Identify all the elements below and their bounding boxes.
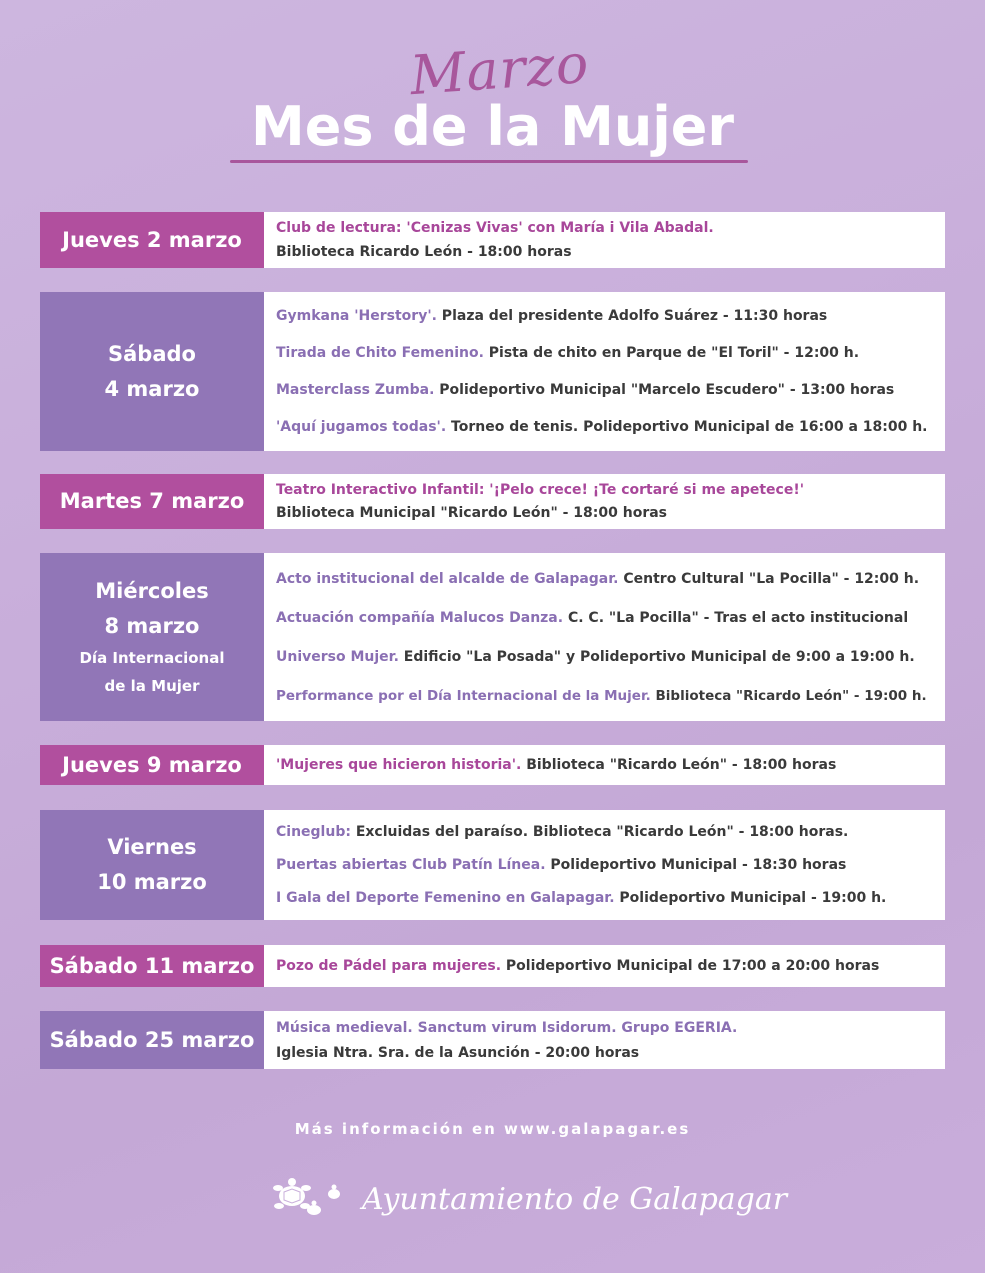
schedule-row xyxy=(40,553,945,721)
event-detail: Polideportivo Municipal "Marcelo Escudero" - 13:00 horas xyxy=(434,381,895,398)
script-title: Marzo xyxy=(408,31,592,108)
event-item xyxy=(276,308,933,324)
day-text: 4 marzo xyxy=(104,376,200,401)
event-item xyxy=(276,571,933,587)
day-label xyxy=(40,810,264,920)
title-underline xyxy=(230,160,748,163)
schedule-row xyxy=(40,212,945,268)
schedule-row xyxy=(40,474,945,529)
day-text: Martes 7 marzo xyxy=(59,489,245,513)
schedule-row xyxy=(40,1011,945,1069)
day-text: Sábado 11 marzo xyxy=(49,953,255,978)
events-list xyxy=(264,745,945,785)
day-label xyxy=(40,745,264,785)
day-text: 10 marzo xyxy=(97,870,207,894)
turtle-icon xyxy=(262,1176,354,1222)
event-item xyxy=(276,757,933,773)
event-item xyxy=(276,890,933,906)
event-item xyxy=(276,857,933,873)
event-title: Club de lectura: 'Cenizas Vivas' con María i Vila Abadal. xyxy=(276,220,714,236)
event-item xyxy=(276,482,933,498)
event-item xyxy=(276,610,933,626)
event-detail: Plaza del presidente Adolfo Suárez - 11:30 horas xyxy=(436,308,828,325)
day-text: Miércoles xyxy=(95,579,209,603)
event-title: Performance por el Día Internacional de la Mujer. xyxy=(276,687,651,704)
event-detail: Biblioteca Municipal "Ricardo León" - 18:00 horas xyxy=(276,505,668,522)
events-list xyxy=(264,474,945,529)
schedule-row xyxy=(40,745,945,785)
event-detail: Edificio "La Posada" y Polideportivo Municipal de 9:00 a 19:00 h. xyxy=(398,648,915,665)
event-detail: Biblioteca "Ricardo León" - 19:00 h. xyxy=(650,687,927,704)
day-subtitle: Día Internacional xyxy=(79,649,225,667)
event-item xyxy=(276,1045,933,1061)
day-label xyxy=(40,1011,264,1069)
events-list xyxy=(264,810,945,920)
event-title: Puertas abiertas Club Patín Línea. xyxy=(276,856,546,873)
event-title: Acto institucional del alcalde de Galapagar. xyxy=(276,570,619,587)
event-title: Masterclass Zumba. xyxy=(276,381,435,398)
events-list xyxy=(264,1011,945,1069)
events-list xyxy=(264,292,945,451)
day-text: Viernes xyxy=(107,835,197,859)
event-detail: C. C. "La Pocilla" - Tras el acto institucional xyxy=(563,609,909,626)
event-detail: Centro Cultural "La Pocilla" - 12:00 h. xyxy=(618,570,920,587)
event-item xyxy=(276,649,933,665)
schedule-row xyxy=(40,810,945,920)
event-detail: Excluidas del paraíso. Biblioteca "Ricardo León" - 18:00 horas. xyxy=(350,824,849,841)
day-text: Jueves 9 marzo xyxy=(62,752,242,777)
event-title: Gymkana 'Herstory'. xyxy=(276,308,437,325)
event-item xyxy=(276,688,933,704)
event-title: Teatro Interactivo Infantil: '¡Pelo crece! ¡Te cortaré si me apetece!' xyxy=(276,481,805,498)
day-text: 8 marzo xyxy=(104,614,200,638)
event-item xyxy=(276,1020,933,1036)
event-detail: Torneo de tenis. Polideportivo Municipal de 16:00 a 18:00 h. xyxy=(446,418,928,435)
event-item xyxy=(276,824,933,840)
day-text: Sábado 25 marzo xyxy=(49,1027,255,1052)
day-label xyxy=(40,553,264,721)
events-list xyxy=(264,553,945,721)
event-title: 'Aquí jugamos todas'. xyxy=(276,418,447,435)
day-text: Jueves 2 marzo xyxy=(62,227,242,252)
day-subtitle: de la Mujer xyxy=(104,677,200,695)
events-list xyxy=(264,212,945,268)
council-name: Ayuntamiento de Galapagar xyxy=(362,1181,788,1217)
day-label xyxy=(40,292,264,451)
header xyxy=(0,0,985,200)
event-detail: Polideportivo Municipal de 17:00 a 20:00 horas xyxy=(501,958,880,974)
day-text: Sábado xyxy=(108,341,196,366)
event-item xyxy=(276,958,933,974)
event-title: Actuación compañía Malucos Danza. xyxy=(276,609,564,626)
event-item xyxy=(276,382,933,398)
schedule-row xyxy=(40,292,945,451)
event-title: Música medieval. Sanctum virum Isidorum. Grupo EGERIA. xyxy=(276,1019,738,1036)
page-title: Mes de la Mujer xyxy=(250,95,735,158)
event-detail: Pista de chito en Parque de "El Toril" - 12:00 h. xyxy=(483,345,860,362)
event-item xyxy=(276,419,933,435)
event-item xyxy=(276,220,933,236)
event-detail: Biblioteca "Ricardo León" - 18:00 horas xyxy=(521,757,837,773)
day-label xyxy=(40,212,264,268)
event-title: Tirada de Chito Femenino. xyxy=(276,345,484,362)
event-detail: Polideportivo Municipal - 18:30 horas xyxy=(545,856,847,873)
event-detail: Biblioteca Ricardo León - 18:00 horas xyxy=(276,244,572,260)
more-info-link[interactable]: Más información en www.galapagar.es xyxy=(294,1120,691,1138)
event-item xyxy=(276,505,933,521)
events-list xyxy=(264,945,945,987)
event-item xyxy=(276,345,933,361)
day-label xyxy=(40,474,264,529)
event-title: Cineglub: xyxy=(276,824,351,841)
schedule-row xyxy=(40,945,945,987)
day-label xyxy=(40,945,264,987)
event-title: 'Mujeres que hicieron historia'. xyxy=(276,757,522,773)
event-item xyxy=(276,244,933,260)
event-detail: Iglesia Ntra. Sra. de la Asunción - 20:00 horas xyxy=(276,1044,640,1061)
city-council-logo xyxy=(262,1176,787,1222)
event-title: Pozo de Pádel para mujeres. xyxy=(276,958,502,974)
event-title: Universo Mujer. xyxy=(276,648,399,665)
event-detail: Polideportivo Municipal - 19:00 h. xyxy=(614,889,887,906)
event-title: I Gala del Deporte Femenino en Galapagar. xyxy=(276,889,615,906)
